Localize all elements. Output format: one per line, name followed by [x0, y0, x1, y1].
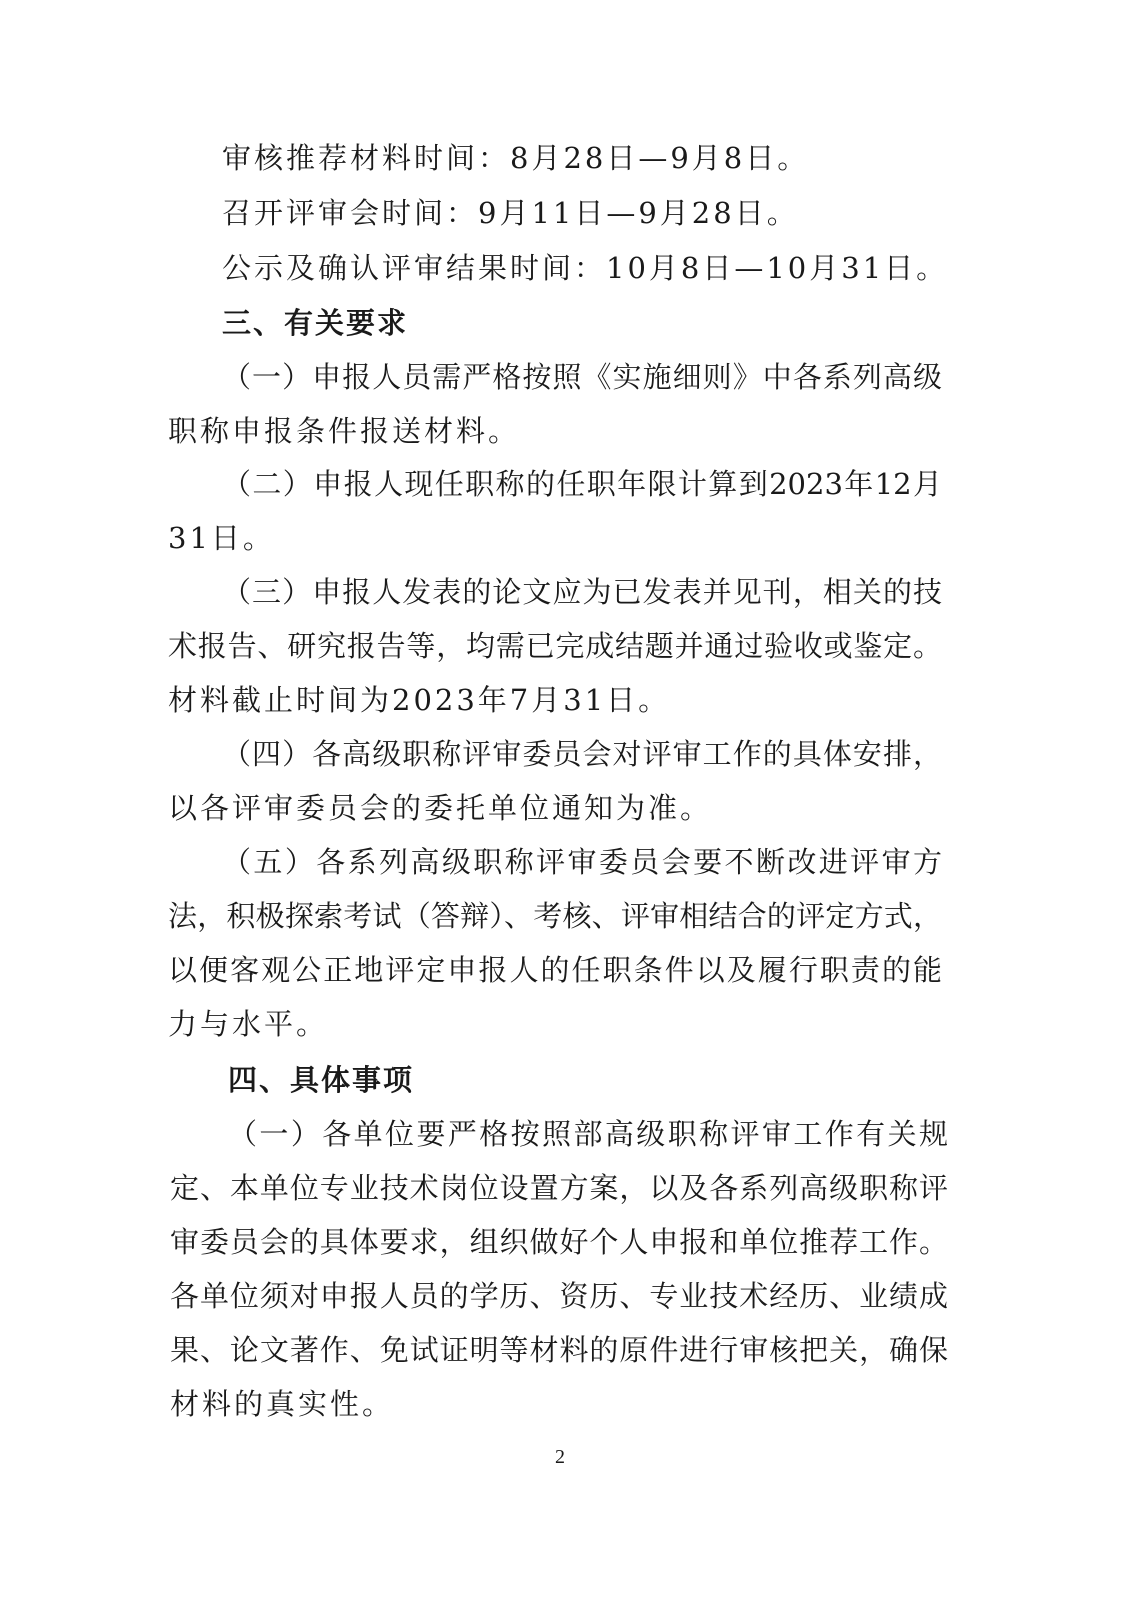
schedule-publicity-line: 公示及确认评审结果时间：10月8日—10月31日。: [222, 251, 949, 285]
paragraph-line: 审委员会的具体要求，组织做好个人申报和单位推荐工作。: [170, 1225, 948, 1259]
paragraph-line: 材料截止时间为2023年7月31日。: [168, 683, 671, 717]
paragraph-line: （二）申报人现任职称的任职年限计算到2023年12月: [222, 467, 942, 501]
paragraph-line: （一）申报人员需严格按照《实施细则》中各系列高级: [222, 360, 942, 394]
paragraph-line: 果、论文著作、免试证明等材料的原件进行审核把关，确保: [170, 1333, 948, 1367]
section-heading-specific-matters: 四、具体事项: [228, 1063, 415, 1097]
paragraph-line: 31日。: [168, 521, 275, 555]
paragraph-line: 材料的真实性。: [170, 1387, 395, 1421]
schedule-meeting-line: 召开评审会时间：9月11日—9月28日。: [222, 196, 799, 230]
paragraph-line: 力与水平。: [168, 1007, 329, 1041]
paragraph-line: 以各评审委员会的委托单位通知为准。: [168, 791, 713, 825]
paragraph-line: 以便客观公正地评定申报人的任职条件以及履行职责的能: [168, 953, 942, 987]
paragraph-line: 定、本单位专业技术岗位设置方案，以及各系列高级职称评: [170, 1171, 948, 1205]
page-number: 2: [555, 1446, 565, 1468]
paragraph-line: （一）各单位要严格按照部高级职称评审工作有关规: [228, 1117, 948, 1151]
paragraph-line: （四）各高级职称评审委员会对评审工作的具体安排，: [222, 737, 942, 771]
paragraph-line: （三）申报人发表的论文应为已发表并见刊，相关的技: [222, 575, 942, 609]
schedule-review-line: 审核推荐材料时间：8月28日—9月8日。: [222, 141, 810, 175]
paragraph-line: 各单位须对申报人员的学历、资历、专业技术经历、业绩成: [170, 1279, 948, 1313]
paragraph-line: 术报告、研究报告等，均需已完成结题并通过验收或鉴定。: [168, 629, 942, 663]
paragraph-line: 职称申报条件报送材料。: [168, 414, 521, 448]
paragraph-line: （五）各系列高级职称评审委员会要不断改进评审方: [222, 845, 942, 879]
section-heading-requirements: 三、有关要求: [222, 306, 409, 340]
paragraph-line: 法，积极探索考试（答辩）、考核、评审相结合的评定方式，: [168, 899, 942, 933]
